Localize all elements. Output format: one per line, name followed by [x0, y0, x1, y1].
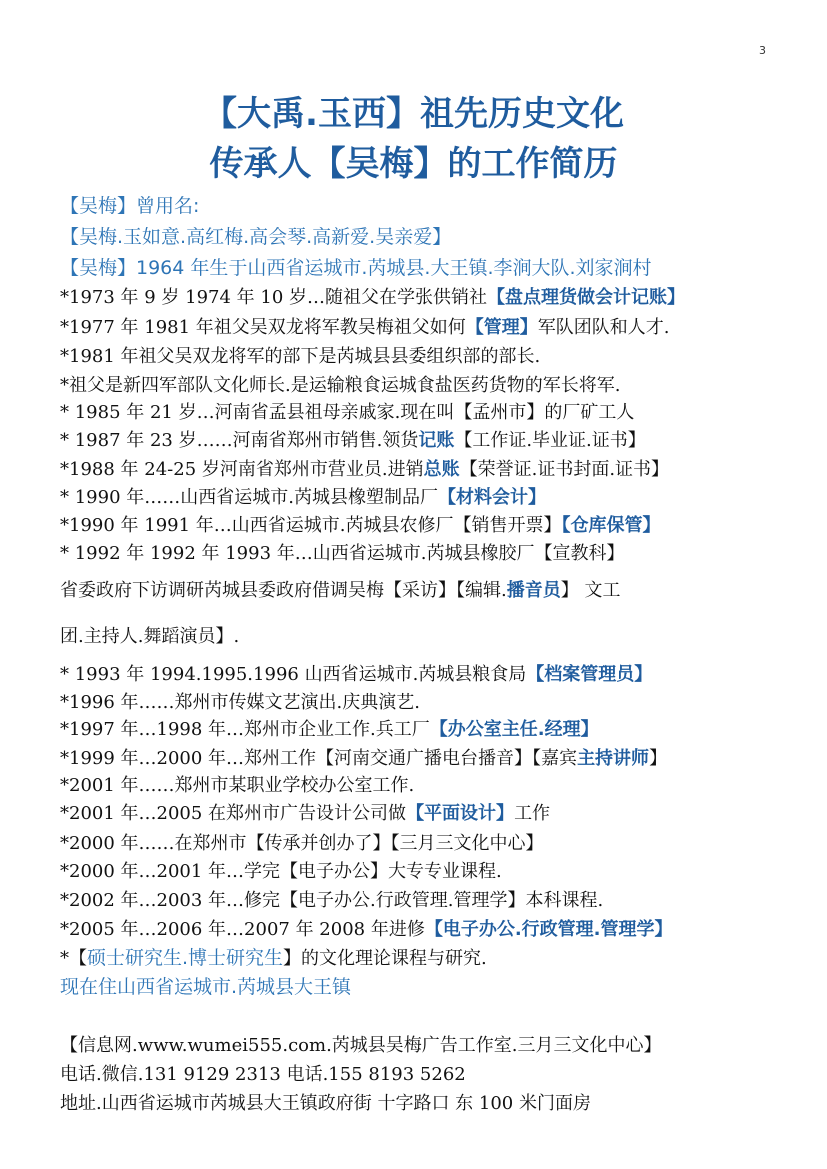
entry-1981: *1981 年祖父吴双龙将军的部下是芮城县县委组织部的部长. [60, 346, 541, 367]
entry-1973: *1973 年 9 岁 1974 年 10 岁…随祖父在学张供销社【盘点理货做会计记账】 [60, 287, 686, 308]
page-title-line1: 【大禹.玉西】祖先历史文化 [203, 94, 624, 134]
study-line: *【硕士研究生.博士研究生】的文化理论课程与研究. [60, 947, 487, 969]
current-residence: 现在住山西省运城市.芮城县大王镇 [60, 976, 352, 998]
entry-1990a: * 1990 年……山西省运城市.芮城县橡塑制品厂【材料会计】 [60, 487, 546, 508]
contact-info: 【信息网.www.wumei555.com.芮城县吴梅广告工作室.三月三文化中心】 [60, 1035, 662, 1056]
entry-2000b: *2000 年…2001 年…学完【电子办公】大专专业课程. [60, 861, 502, 882]
entry-1990b: *1990 年 1991 年…山西省运城市.芮城县农修厂【销售开票】【仓库保管】 [60, 515, 661, 536]
entry-1997: *1997 年…1998 年…郑州市企业工作.兵工厂【办公室主任.经理】 [60, 719, 599, 740]
entry-1985: * 1985 年 21 岁…河南省孟县祖母亲戚家.现在叫【孟州市】的厂矿工人 [60, 402, 635, 423]
entry-2005: *2005 年…2006 年…2007 年 2008 年进修【电子办公.行政管理.管理学】 [60, 919, 673, 940]
entry-1999: *1999 年…2000 年…郑州工作【河南交通广播电台播音】【嘉宾主持讲师】 [60, 748, 668, 769]
secondment-paragraph: 省委政府下访调研芮城县委政府借调吴梅【采访】【编辑.播音员】 文工 [60, 580, 621, 601]
entry-2001b: *2001 年…2005 在郑州市广告设计公司做【平面设计】工作 [60, 803, 551, 824]
former-names-label: 【吴梅】曾用名: [60, 195, 200, 217]
contact-address: 地址.山西省运城市芮城县大王镇政府街 十字路口 东 100 米门面房 [60, 1093, 591, 1114]
former-names: 【吴梅.玉如意.高红梅.高会琴.高新爱.吴亲爱】 [60, 226, 452, 248]
entry-grandfather: *祖父是新四军部队文化师长.是运输粮食运城食盐医药货物的军长将军. [60, 375, 621, 396]
entry-1992: * 1992 年 1992 年 1993 年…山西省运城市.芮城县橡胶厂【宣教科】 [60, 543, 625, 564]
page-title-line2: 传承人【吴梅】的工作简历 [209, 144, 618, 184]
entry-1988: *1988 年 24-25 岁河南省郑州市营业员.进销总账【荣誉证.证书封面.证书】 [60, 459, 670, 480]
contact-phone: 电话.微信.131 9129 2313 电话.155 8193 5262 [60, 1064, 466, 1085]
entry-1987: * 1987 年 23 岁……河南省郑州市销售.领货记账【工作证.毕业证.证书】 [60, 430, 646, 451]
entry-1993: * 1993 年 1994.1995.1996 山西省运城市.芮城县粮食局【档案管理员】 [60, 664, 653, 685]
entry-1996: *1996 年……郑州市传媒文艺演出.庆典演艺. [60, 692, 420, 713]
entry-1977: *1977 年 1981 年祖父吴双龙将军教吴梅祖父如何【管理】军队团队和人才. [60, 317, 670, 338]
birth-info: 【吴梅】1964 年生于山西省运城市.芮城县.大王镇.李涧大队.刘家涧村 [60, 257, 652, 279]
entry-2001a: *2001 年……郑州市某职业学校办公室工作. [60, 775, 415, 796]
entry-2002: *2002 年…2003 年…修完【电子办公.行政管理.管理学】本科课程. [60, 890, 604, 911]
entry-2000a: *2000 年……在郑州市【传承并创办了】【三月三文化中心】 [60, 833, 544, 854]
secondment-paragraph-cont: 团.主持人.舞蹈演员】. [60, 626, 240, 647]
page-number: 3 [759, 44, 766, 57]
